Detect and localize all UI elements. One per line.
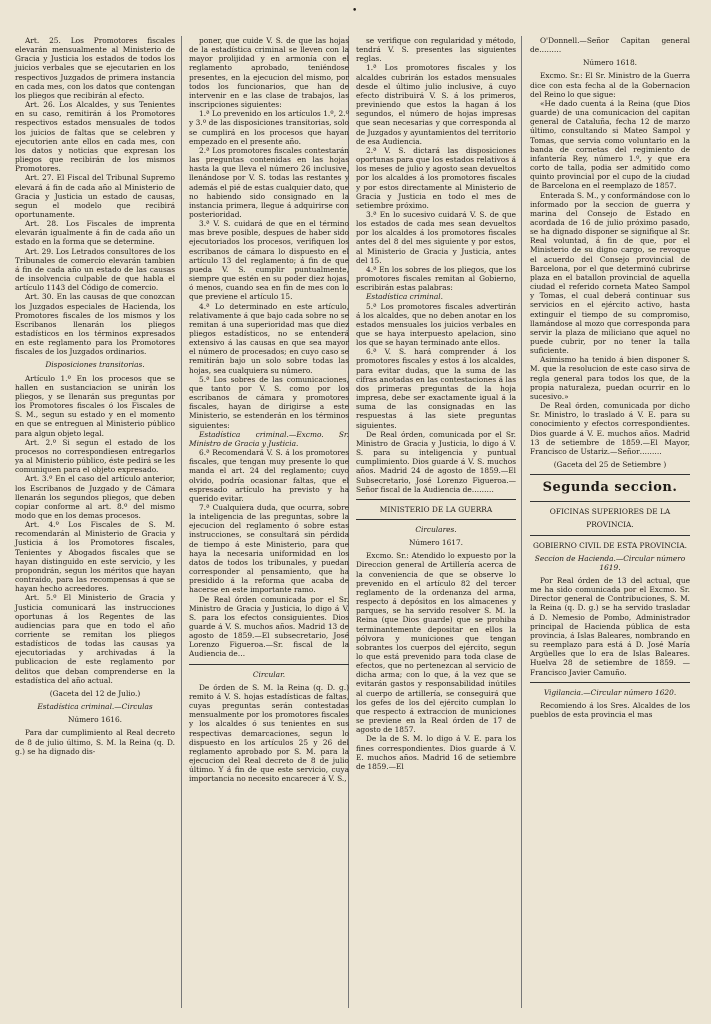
circulares-label: Circulares. xyxy=(415,524,457,534)
column-2 xyxy=(189,36,349,784)
transitional-article-1: Artículo 1.º En los procesos que se hallen en sustanciacion se unirán los pliegos, y se llenarán sus preguntas por los Promotores fiscales ó los Fiscales de S. M., segun su estado y en el momento en que se entreguen al Ministerio público para algun objeto legal. xyxy=(15,373,175,438)
article-29: Art. 29. Los Letrados consultores de los Tribunales de comercio elevarán tambien á fin de cada año un estado de las causas de insolvencia culpable de que habla el artículo 1143 del Código de comercio. xyxy=(15,246,175,293)
paragraph: poner, que cuide V. S. de que las hojas de la estadística criminal se lleven con la mayor prolijidad y en armonía con el reglamento aprobado, teniéndose presentes, en la ejecucion del mismo, por todos los funcionarios, que han de intervenir en e las clase de trabajos, las inscripciones siguientes: xyxy=(189,36,349,110)
divider xyxy=(530,682,690,683)
divider xyxy=(530,474,690,475)
order-text: Excmo. Sr.: Atendido lo expuesto por la Direccion general de Artillería acerca de la conveniencia de que se observe lo prevenido en el artículo 82 del tercer reglamento de la ordenanza del arma, respecto á depósitos en los almacenes y parques, se ha servido resolver S. M. la Reina (que Dios guarde) que se prohiba terminantemente depositar en ellos la pólvora y municiones que tengan sobrantes los cuerpos del ejército, segun lo que está prevenido para toda clase de efectos, que no pertenezcan al servicio de dicha arma; con lo que, á la vez que se evitarán gastos y responsabilidad inútiles al cuerpo de artillería, se conseguirá que los gefes de los del ejército cumplan lo que respecto á extraccion de municiones se previene en la Real órden de 17 de agosto de 1857. xyxy=(356,551,516,735)
rule-4: 4.ª Lo determinado en este artículo, relativamente á que bajo cada sobre no se remitan á una superioridad mas que diez pliegos estadísticos, no se entenderá extensivo á las causas en que sea mayor el número de procesados; en cuyo caso se remitirán bajo un solo sobre todas las hojas, sea cualquiera su número. xyxy=(189,301,349,375)
column-rule xyxy=(521,36,522,1008)
transitional-article-2: Art. 2.º Si segun el estado de los procesos no correspondiesen entregarlos ya al Ministerio público, éste pedirá se les comuniquen para el objeto expresado. xyxy=(15,437,175,475)
closing-paragraph: De Real órden comunicada por el Sr. Ministro de Gracia y Justicia, lo digo á V. S. para los efectos consiguientes. Dios guarde á V. S. muchos años. Madrid 13 de agosto de 1859.—El subsecretario, José Lorenzo Figueroa.—Sr. fiscal de la Audiencia de… xyxy=(189,594,349,659)
paragraph: «He dado cuenta á la Reina (que Dios guarde) de una comunicacion del capitan general de Cataluña, fecha 12 de marzo último, consultando si Mateo Sampol y Tomas, que servia como voluntario en la banda de cornetas del regimiento de infantería Rey, número 1.º, y que era corto de talla, podia ser admitido como quinto provincial por el cupo de la ciudad de Barcelona en el reemplazo de 1857. xyxy=(530,98,690,191)
section-heading: Segunda seccion. xyxy=(542,480,678,496)
paragraph: Enterada S. M., y conformándose con lo informado por la seccion de guerra y marina del Consejo de Estado en acordada de 16 de julio próximo pasado, se ha dignado disponer se signifique al Sr. Real voluntad, á fin de que, por el Ministerio de su digno cargo, se revoque el acuerdo del Consejo provincial de Barcelona, por el que determinó cubrirse plaza en el batallon provincial de aquella ciudad el referido corneta Mateo Sampol y Tomas, el cual deberá continuar sus servicios en el ejército activo, hasta extinguir el tiempo de su compromiso, llamándose al mozo que corresponda para servir la plaza de miliciano que aquel no puede cubrir, por no tener la talla suficiente. xyxy=(530,190,691,356)
rule-6: 6.ª V. S. hará comprender á los promotores fiscales y estos á los alcaldes, para evitar dudas, que la suma de las cifras anotadas en las contestaciones á las dos primeras preguntas de la hoja impresa, debe ser exactamente igual á la suma de las consignadas en las respuestas á las siete preguntas siguientes. xyxy=(356,347,516,430)
rule-4: 4.ª En los sobres de los pliegos, que los promotores fiscales remitan al Gobierno, escribirán estas palabras: xyxy=(356,264,516,293)
transitional-article-5: Art. 5.º El Ministerio de Gracia y Justicia comunicará las instrucciones oportunas á los Regentes de las audiencias para que en todo el año corriente se remitan los pliegos estadísticos de todas las causas ya ejecutoriadas y archivadas á la publicacion de este reglamento por delitos que deban comprenderse en la estadística del año actual. xyxy=(15,593,175,685)
circular-paragraph: De órden de S. M. la Reina (q. D. g.) remito á V. S. hojas estadísticas de faltas, cuyas preguntas serán contestadas mensualmente por los promotores fiscales y los alcaldes ó sus tenientes en sus respectivas demarcaciones, segun lo dispuesto en los artículos 25 y 26 del reglamento aprobado por S. M. para la ejecucion del Real decreto de 8 de julio último. Y á fin de que este servicio, cuya importancia no necesito encarecer á V. S., xyxy=(189,682,349,784)
column-4 xyxy=(530,36,690,719)
rule-1: 1.ª Lo prevenido en los artículos 1.º, 2.º y 3.º de las disposiciones transitorias, solo se cumplirá en los procesos que hayan empezado en el presente año. xyxy=(189,109,349,146)
closing-paragraph: De Real órden, comunicada por el Sr. Ministro de Gracia y Justicia, lo digo á V. S. para su inteligencia y puntual cumplimiento. Dios guarde á V. S. muchos años. Madrid 24 de agosto de 1859.—El Subsecretario, José Lorenzo Figueroa.—Señor fiscal de la Audiencia de……… xyxy=(356,429,516,494)
rule-1: 1.ª Los promotores fiscales y los alcaldes cubrirán los estados mensuales desde el último julio inclusive, á cuyo efecto distribuirá V. S. á los primeros, previniendo que estos la hagan á los segundos, el número de hojas impresas que sean necesarias y que corresponda al de Juzgados y ayuntamientos del territorio de esa Audiencia. xyxy=(356,63,516,146)
article-30: Art. 30. En las causas de que conozcan los Juzgados especiales de Hacienda, los Promotores fiscales de los mismos y los Escribanos llenarán los pliegos estadísticos en los términos expresados en este reglamento para los Promotores fiscales de los Juzgados ordinarios. xyxy=(15,292,175,357)
divider xyxy=(530,501,690,502)
rule-6: 6.ª Recomendará V. S. á los promotores fiscales, que tengan muy presente lo que manda el art. 24 del reglamento; cuyo olvido, podría ocasionar faltas, que el espresado artículo ha previsto y ha querido evitar. xyxy=(189,448,349,503)
rule-5: 5.ª Los sobres de las comunicaciones, que tanto por V. S. como por los escribanos de cámara y promotores fiscales, hayan de dirigirse a este Ministerio, se estenderán en los términos siguientes: xyxy=(189,374,349,430)
order-closing: De la de S. M. lo digo á V. E. para los fines correspondientes. Dios guarde á V. E. muchos años. Madrid 16 de setiembre de 1859.—El xyxy=(356,734,516,771)
rule-5: 5.ª Los promotores fiscales advertirán á los alcaldes, que no deben anotar en los estados mensuales los juicios verbales en que se haya interpuesto apelacion, sino los que se hayan terminado ante ellos. xyxy=(356,301,516,348)
hacienda-heading: Seccion de Hacienda.—Circular número 1619. xyxy=(534,553,686,572)
rule-3: 3.ª V. S. cuidará de que en el término mas breve posible, despues de haber sido ejecutoriados los procesos, verifiquen los escribanos de cámara lo dispuesto en el artículo 13 del reglamento; á fin de que pueda V. S. cumplir puntualmente, siempre que estén en su poder diez hojas, ó menos, cuando sea en fin de mes con lo que previene el artículo 15. xyxy=(189,219,349,302)
ornament-dot: • xyxy=(352,6,358,16)
paragraph: Excmo. Sr.: El Sr. Ministro de la Guerra dice con esta fecha al de la Gobernacion del Reino lo que sigue: xyxy=(530,71,690,99)
circular-label: Circular. xyxy=(252,669,286,679)
circular-number: Número 1617. xyxy=(408,538,464,548)
article-27: Art. 27. El Fiscal del Tribunal Supremo elevará á fin de cada año al Ministerio de Gracia y Justicia un estado de causas, segun el modelo que recibirá oportunamente. xyxy=(15,173,175,219)
paragraph: De Real órden, comunicada por dicho Sr. Ministro, lo traslado á V. E. para su conocimiento y efectos correspondientes. Dios guarde á V. E. muchos años. Madrid 13 de setiembre de 1859.—El Mayor, Francisco de Ustariz.—Señor……… xyxy=(530,401,690,456)
transitional-article-4: Art. 4.º Los Fiscales de S. M. recomendarán al Ministerio de Gracia y Justicia á los Promotores fiscales, Tenientes y Abogados fiscales que se hayan distinguido en este servicio, y les propondrán, segun los méritos que hayan contraido, para las recompensas á que se hayan hecho acreedores. xyxy=(15,520,175,594)
circular-number: Número 1616. xyxy=(67,715,123,725)
paragraph: Por Real órden de 13 del actual, que me ha sido comunicada por el Excmo. Sr. Director general de Contribuciones, S. M. la Reina (q. D. g.) se ha servido trasladar á D. Nemesio de Pombo, Administrador principal de Hacienda pública de esta provincia, á Islas Baleares, nombrando en su reemplazo para está á D. José María Argüelles que lo era de Islas Baleares. Huelva 28 de setiembre de 1859. —Francisco Javier Camuño. xyxy=(530,575,690,677)
divider xyxy=(189,664,349,665)
circular-number: Número 1618. xyxy=(582,58,638,68)
column-rule xyxy=(181,36,182,1008)
envelope-address: Estadística criminal.—Excmo. Sr. Ministro de Gracia y Justicia. xyxy=(189,429,349,448)
transitional-article-3: Art. 3.º En el caso del artículo anterior, los Escribanos de Juzgado y de Cámara llenarán los segundos pliegos, que deben copiar conforme al art. 8.º del mismo modo que en los demas procesos. xyxy=(15,474,175,520)
vigilancia-heading: Vigilancia.—Circular número 1620. xyxy=(543,687,677,697)
rule-3: 3.ª En lo sucesivo cuidará V. S. de que los estados de cada mes sean devueltos por los alcaldes á los promotores fiscales antes del 8 del mes siguiente y por estos, al Ministerio de Gracia y Justicia, antes del 15. xyxy=(356,209,516,265)
rule-2: 2.ª V. S. dictará las disposiciones oportunas para que los estados relativos á los meses de julio y agosto sean devueltos por los alcaldes á los promotores fiscales y por estos directamente al Ministerio de Gracia y Justicia en todo el mes de setiembre próximo. xyxy=(356,145,516,210)
transitional-heading: Disposiciones transitorias. xyxy=(45,360,145,370)
article-28: Art. 28. Los Fiscales de imprenta elevarán igualmente á fin de cada año un estado en la forma que se determine. xyxy=(15,219,175,247)
divider xyxy=(530,535,690,536)
paragraph: se verifique con regularidad y método, tendrá V. S. presentes las siguientes reglas. xyxy=(356,36,516,64)
ministry-heading: MINISTERIO DE LA GUERRA xyxy=(379,504,493,514)
divider xyxy=(356,499,516,500)
column-3 xyxy=(356,36,516,771)
rule-7: 7.ª Cualquiera duda, que ocurra, sobre la inteligencia de las preguntas, sobre la ejecucion del reglamento ó sobre estas instrucciones, se consultará sin pérdida de tiempo á este Ministerio, para que haya la necesaria uniformidad en los datos de todos los tribunales, y puedan corresponder al pensamiento, que ha presidido á la reforma que acaba de hacerse en este importante ramo. xyxy=(189,502,349,595)
gaceta-note: (Gaceta del 12 de Julio.) xyxy=(49,688,141,698)
government-heading: GOBIERNO CIVIL DE ESTA PROVINCIA. xyxy=(532,540,688,550)
paragraph: Recomiendo á los Sres. Alcaldes de los pueblos de esta provincia el mas xyxy=(530,700,690,719)
circular-text: Para dar cumplimiento al Real decreto de 8 de julio último, S. M. la Reina (q. D. g.) se ha dignado dis- xyxy=(15,728,175,756)
gaceta-note: (Gaceta del 25 de Setiembre ) xyxy=(553,460,667,470)
paragraph: Asimismo ha tenido á bien disponer S. M. que la resolucion de este caso sirva de regla general para todos los que, de la propia naturaleza, puedan ocurrir en lo sucesivo.» xyxy=(530,355,690,401)
article-26: Art. 26. Los Alcaldes, y sus Tenientes en su caso, remitirán á los Promotores respectivos estados mensuales de todos los juicios de faltas que se celebren y ejecutorien ante ellos en cada mes, con los datos y noticias que expresan los pliegos que recibirán de los mismos Promotores. xyxy=(15,100,175,174)
offices-heading: OFICINAS SUPERIORES DE LA xyxy=(549,507,671,517)
article-25: Art. 25. Los Promotores fiscales elevarán mensualmente al Ministerio de Gracia y Justicia los estados de todos los juicios verbales que se ejecutarien en los respectivos Juzgados de primera instancia en cada mes, con los datos que contengan los pliegos que recibirán al efecto. xyxy=(15,36,175,100)
divider xyxy=(356,519,516,520)
column-1 xyxy=(15,36,175,756)
rule-2: 2.ª Los promotores fiscales contestarán las preguntas contenidas en las hojas hasta la que lleva el número 26 inclusive, llenándose por V. S. todas las restantes y además el pié de estas cualquier dato, que no habiendo sido consignado en la instancia primera, llegue á adquirirse con posterioridad. xyxy=(189,145,350,219)
province-label: PROVINCIA. xyxy=(586,520,634,530)
circular-heading: Estadística criminal.—Circulas xyxy=(37,702,153,712)
signature-line: O'Donnell.—Señor Capitan general de……… xyxy=(530,36,690,55)
envelope-label: Estadística criminal. xyxy=(366,292,443,302)
